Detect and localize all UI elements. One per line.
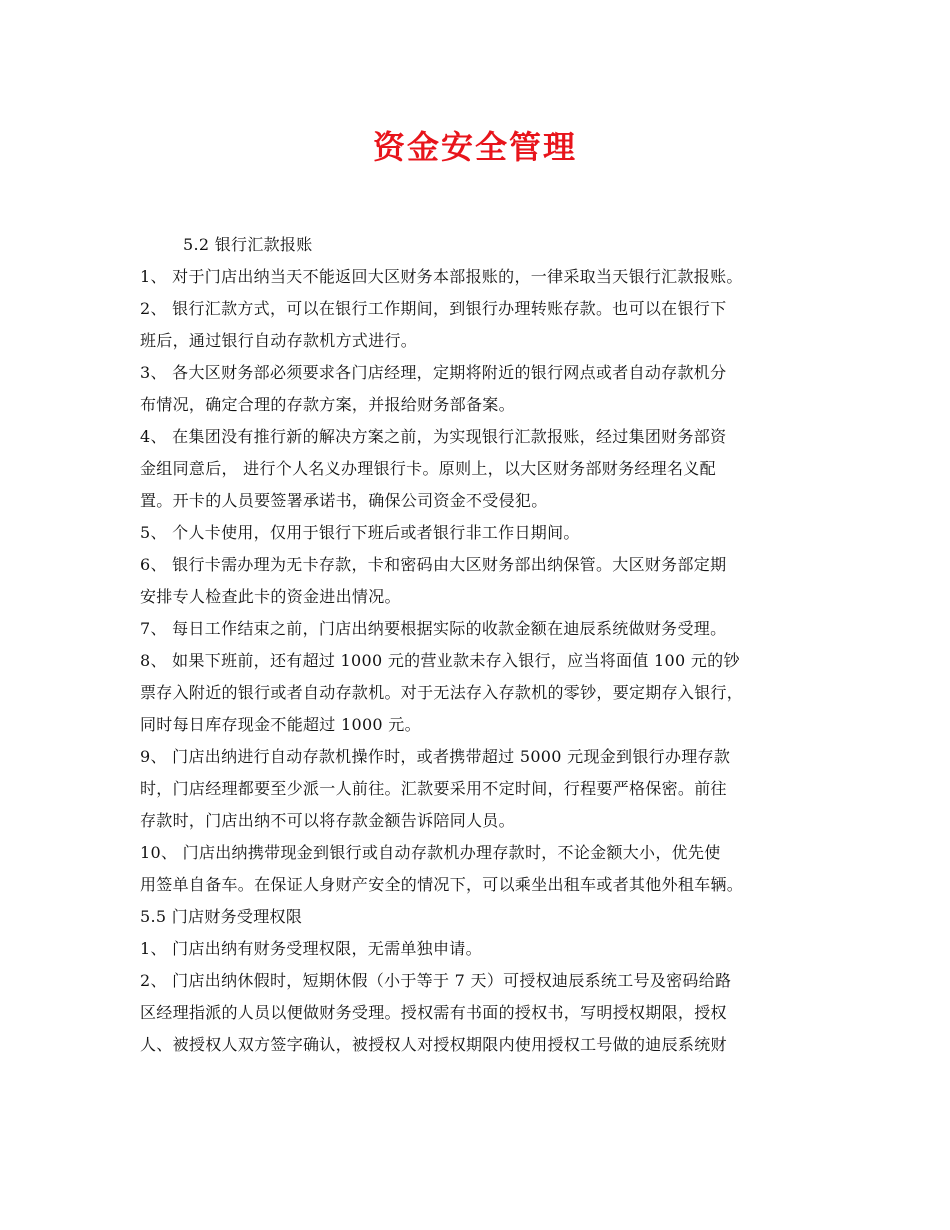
document-body (140, 229, 830, 1061)
body-line: 2、 门店出纳休假时，短期休假（小于等于 7 天）可授权迪辰系统工号及密码给路 (140, 971, 732, 990)
body-line: 1、 门店出纳有财务受理权限，无需单独申请。 (140, 939, 482, 958)
body-line: 置。开卡的人员要签署承诺书，确保公司资金不受侵犯。 (140, 491, 548, 510)
body-line: 时，门店经理都要至少派一人前往。汇款要采用不定时间，行程要严格保密。前往 (140, 779, 727, 798)
body-line: 8、 如果下班前，还有超过 1000 元的营业款未存入银行，应当将面值 100 元的钞 (140, 651, 740, 670)
body-line: 7、 每日工作结束之前，门店出纳要根据实际的收款金额在迪辰系统做财务受理。 (140, 619, 727, 638)
body-line: 存款时，门店出纳不可以将存款金额告诉陪同人员。 (140, 811, 515, 830)
body-line: 区经理指派的人员以便做财务受理。授权需有书面的授权书，写明授权期限，授权 (140, 1003, 727, 1022)
body-line: 5、 个人卡使用，仅用于银行下班后或者银行非工作日期间。 (140, 523, 580, 542)
body-line: 人、被授权人双方签字确认，被授权人对授权期限内使用授权工号做的迪辰系统财 (140, 1035, 727, 1054)
body-line: 布情况，确定合理的存款方案，并报给财务部备案。 (140, 395, 515, 414)
section-heading: 5.2 银行汇款报账 (183, 235, 313, 254)
section-heading: 5.5 门店财务受理权限 (140, 907, 303, 926)
body-line: 1、 对于门店出纳当天不能返回大区财务本部报账的，一律采取当天银行汇款报账。 (140, 267, 743, 286)
body-line: 票存入附近的银行或者自动存款机。对于无法存入存款机的零钞，要定期存入银行， (140, 683, 744, 702)
body-line: 3、 各大区财务部必须要求各门店经理，定期将附近的银行网点或者自动存款机分 (140, 363, 727, 382)
body-line: 4、 在集团没有推行新的解决方案之前，为实现银行汇款报账，经过集团财务部资 (140, 427, 727, 446)
body-line: 2、 银行汇款方式，可以在银行工作期间，到银行办理转账存款。也可以在银行下 (140, 299, 727, 318)
body-line: 安排专人检查此卡的资金进出情况。 (140, 587, 401, 606)
body-line: 班后，通过银行自动存款机方式进行。 (140, 331, 418, 350)
body-line: 10、 门店出纳携带现金到银行或自动存款机办理存款时，不论金额大小，优先使 (140, 843, 721, 862)
body-line: 9、 门店出纳进行自动存款机操作时，或者携带超过 5000 元现金到银行办理存款 (140, 747, 731, 766)
body-line: 同时每日库存现金不能超过 1000 元。 (140, 715, 421, 734)
body-line: 金组同意后， 进行个人名义办理银行卡。原则上，以大区财务部财务经理名义配 (140, 459, 716, 478)
body-line: 6、 银行卡需办理为无卡存款，卡和密码由大区财务部出纳保管。大区财务部定期 (140, 555, 727, 574)
document-title: 资金安全管理 (372, 128, 577, 166)
body-line: 用签单自备车。在保证人身财产安全的情况下，可以乘坐出租车或者其他外租车辆。 (140, 875, 744, 894)
